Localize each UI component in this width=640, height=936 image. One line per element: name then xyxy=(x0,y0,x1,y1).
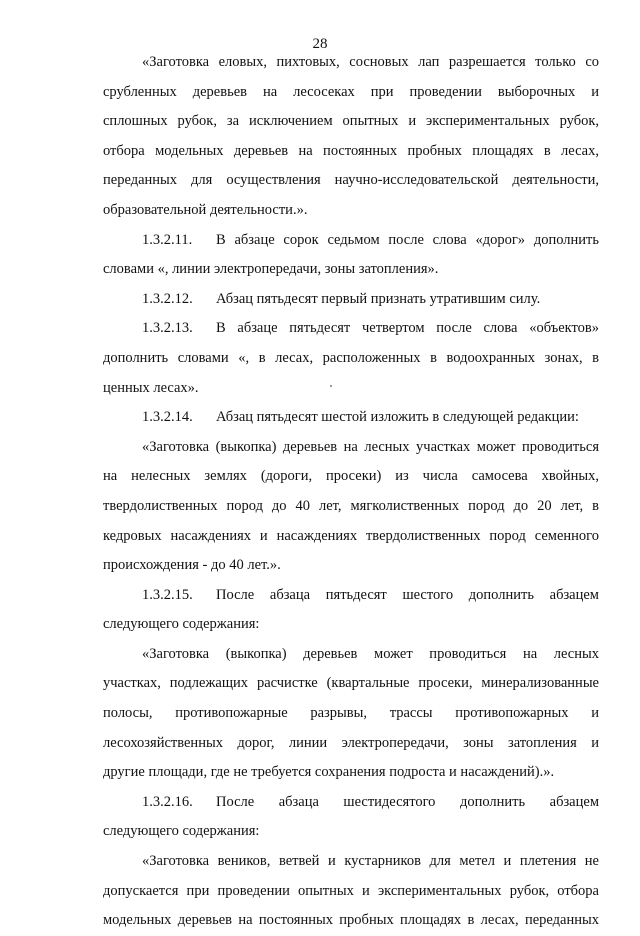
line-text: После абзаца шестидесятого дополнить абзацем xyxy=(216,793,599,810)
text-line xyxy=(103,196,599,226)
text-line xyxy=(103,640,599,670)
text-line xyxy=(103,403,599,433)
text-line xyxy=(103,137,599,167)
text-line xyxy=(103,48,599,78)
text-line xyxy=(103,166,599,196)
line-text: ценных лесах». xyxy=(103,379,199,396)
text-line xyxy=(103,817,599,847)
text-line xyxy=(103,285,599,315)
text-line xyxy=(103,669,599,699)
line-text: словами «, линии электропередачи, зоны затопления». xyxy=(103,261,439,278)
line-text: кедровых насаждениях и насаждениях твердолиственных пород семенного xyxy=(103,527,599,544)
text-line xyxy=(103,226,599,256)
text-line xyxy=(103,758,599,788)
clause-number: 1.3.2.15. xyxy=(142,586,193,603)
clause-number: 1.3.2.14. xyxy=(142,409,193,426)
line-text: «Заготовка (выкопка) деревьев на лесных участках может проводиться xyxy=(142,438,599,455)
document-body xyxy=(103,48,599,936)
line-text: полосы, противопожарные разрывы, трассы противопожарных и xyxy=(103,705,599,722)
line-text: отбора модельных деревьев на постоянных пробных площадях в лесах, xyxy=(103,142,599,159)
text-line xyxy=(103,492,599,522)
text-line xyxy=(103,906,599,936)
line-text: В абзаце пятьдесят четвертом после слова «объектов» xyxy=(216,320,599,337)
line-text: «Заготовка еловых, пихтовых, сосновых лап разрешается только со xyxy=(142,54,599,70)
line-text: После абзаца пятьдесят шестого дополнить абзацем xyxy=(216,586,599,603)
line-text: «Заготовка веников, ветвей и кустарников для метел и плетения не xyxy=(142,853,599,870)
clause-number: 1.3.2.13. xyxy=(142,320,193,337)
line-text: твердолиственных пород до 40 лет, мягколиственных пород до 20 лет, в xyxy=(103,497,599,514)
line-text: срубленных деревьев на лесосеках при проведении выборочных и xyxy=(103,83,599,100)
line-text: следующего содержания: xyxy=(103,823,260,840)
line-text: переданных для осуществления научно-исследовательской деятельности, xyxy=(103,172,599,189)
line-text: лесохозяйственных дорог, линии электропередачи, зоны затопления и xyxy=(103,734,599,751)
line-text: сплошных рубок, за исключением опытных и экспериментальных рубок, xyxy=(103,113,599,130)
clause-number: 1.3.2.11. xyxy=(142,231,193,248)
line-text: Абзац пятьдесят первый признать утратившим силу. xyxy=(216,290,541,307)
text-line xyxy=(103,522,599,552)
scan-speck xyxy=(330,385,332,387)
text-line xyxy=(103,610,599,640)
text-line xyxy=(103,433,599,463)
line-text: на нелесных землях (дороги, просеки) из числа самосева хвойных, xyxy=(103,468,599,485)
text-line xyxy=(103,847,599,877)
text-line xyxy=(103,551,599,581)
text-line xyxy=(103,581,599,611)
page-number: 28 xyxy=(312,36,328,52)
line-text: образовательной деятельности.». xyxy=(103,201,308,218)
line-text: другие площади, где не требуется сохранения подроста и насаждений).». xyxy=(103,764,555,781)
text-line xyxy=(103,729,599,759)
text-line xyxy=(103,462,599,492)
text-line xyxy=(103,344,599,374)
text-line xyxy=(103,877,599,907)
line-text: происхождения - до 40 лет.». xyxy=(103,557,281,574)
line-text: Абзац пятьдесят шестой изложить в следующей редакции: xyxy=(216,409,579,426)
line-text: В абзаце сорок седьмом после слова «дорог» дополнить xyxy=(216,231,599,248)
text-line xyxy=(103,255,599,285)
line-text: следующего содержания: xyxy=(103,616,260,633)
clause-number: 1.3.2.16. xyxy=(142,793,193,810)
line-text: модельных деревьев на постоянных пробных площадях в лесах, переданных xyxy=(103,912,599,929)
text-line xyxy=(103,788,599,818)
clause-number: 1.3.2.12. xyxy=(142,290,193,307)
line-text: участках, подлежащих расчистке (квартальные просеки, минерализованные xyxy=(103,675,599,692)
text-line xyxy=(103,374,599,404)
text-line xyxy=(103,699,599,729)
text-line xyxy=(103,314,599,344)
line-text: допускается при проведении опытных и экспериментальных рубок, отбора xyxy=(103,882,599,899)
text-line xyxy=(103,107,599,137)
line-text: «Заготовка (выкопка) деревьев может проводиться на лесных xyxy=(142,645,599,662)
line-text: дополнить словами «, в лесах, расположенных в водоохранных зонах, в xyxy=(103,349,599,366)
text-line xyxy=(103,78,599,108)
